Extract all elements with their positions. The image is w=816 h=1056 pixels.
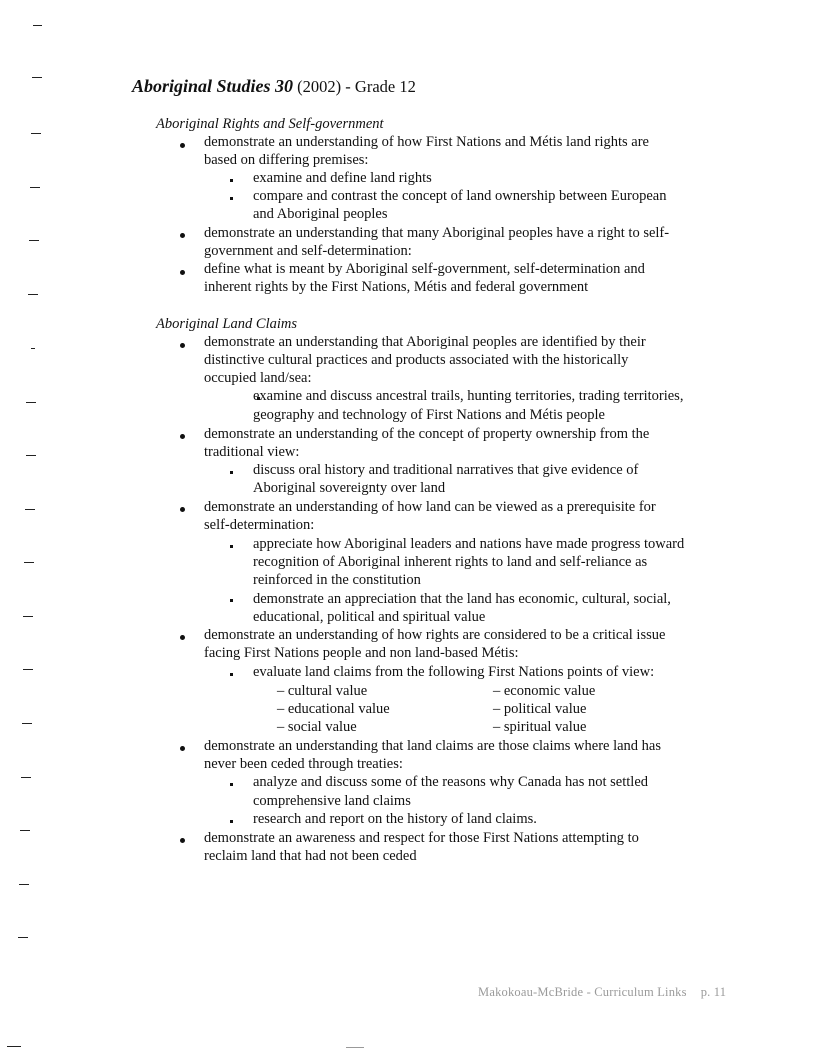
list-line: educational, political and spiritual value [253,609,486,625]
margin-mark [29,240,39,241]
margin-mark [7,1046,21,1047]
value-item: – educational value [277,701,390,717]
list-line: examine and discuss ancestral trails, hunting territories, trading territories, [253,388,684,404]
list-line: geography and technology of First Nations and Métis people [253,407,605,423]
list-line: appreciate how Aboriginal leaders and nations have made progress toward [253,536,685,552]
list-line: research and report on the history of land claims. [253,811,537,827]
margin-mark [26,402,36,403]
margin-mark [18,937,28,938]
list-line: demonstrate an understanding of how First Nations and Métis land rights are [204,134,649,150]
margin-mark [23,616,33,617]
list-line: government and self-determination: [204,243,412,259]
margin-mark [23,669,33,670]
course-meta: (2002) - Grade 12 [293,77,416,96]
list-line: reclaim land that had not been ceded [204,848,417,864]
bullet-square [230,471,233,474]
list-line: demonstrate an understanding of how rights are considered to be a critical issue [204,627,666,643]
list-line: distinctive cultural practices and products associated with the historically [204,352,629,368]
list-line: and Aboriginal peoples [253,206,388,222]
list-line: never been ceded through treaties: [204,756,403,772]
list-line: comprehensive land claims [253,793,411,809]
bullet-dot [180,343,185,348]
margin-mark [32,77,42,78]
list-line: evaluate land claims from the following First Nations points of view: [253,664,655,680]
section-heading-rights: Aboriginal Rights and Self-government [156,116,384,132]
footer-source: Makokoau-McBride - Curriculum Links [478,985,687,999]
value-item: – political value [493,701,587,717]
bullet-square [230,599,233,602]
list-line: demonstrate an awareness and respect for those First Nations attempting to [204,830,639,846]
margin-mark [31,348,35,349]
list-line: analyze and discuss some of the reasons why Canada has not settled [253,774,649,790]
margin-mark [20,830,30,831]
margin-mark [31,133,41,134]
list-line: define what is meant by Aboriginal self-government, self-determination and [204,261,645,277]
margin-mark [21,777,31,778]
list-line: demonstrate an understanding that many Aboriginal peoples have a right to self- [204,225,670,241]
value-item: – cultural value [277,683,368,699]
bullet-dot [180,838,185,843]
list-line: self-determination: [204,517,315,533]
margin-mark [22,723,32,724]
bullet-square [230,545,233,548]
margin-mark [28,294,38,295]
bullet-dot [180,270,185,275]
list-line: Aboriginal sovereignty over land [253,480,446,496]
list-line: reinforced in the constitution [253,572,421,588]
list-line: occupied land/sea: [204,370,312,386]
page-number: p. 11 [700,985,727,999]
bullet-dot [180,434,185,439]
list-line: facing First Nations people and non land-based Métis: [204,645,519,661]
bullet-dot [180,233,185,238]
course-title: Aboriginal Studies 30 [132,76,294,96]
bullet-dot [180,507,185,512]
list-line: traditional view: [204,444,300,460]
margin-mark [33,25,42,26]
list-line: inherent rights by the First Nations, Métis and federal government [204,279,589,295]
margin-mark [24,562,34,563]
list-line: examine and define land rights [253,170,432,186]
page-title [132,76,416,97]
list-line: recognition of Aboriginal inherent rights to land and self-reliance as [253,554,648,570]
list-line: demonstrate an understanding of how land can be viewed as a prerequisite for [204,499,656,515]
page-footer [478,985,726,1000]
list-line: compare and contrast the concept of land ownership between European [253,188,667,204]
value-item: – spiritual value [493,719,587,735]
margin-mark [25,509,35,510]
value-item: – economic value [493,683,596,699]
bullet-dot [180,635,185,640]
bullet-square [230,179,233,182]
bullet-square [230,783,233,786]
value-item: – social value [277,719,357,735]
section-heading-land-claims: Aboriginal Land Claims [156,316,297,332]
list-line: demonstrate an understanding that land claims are those claims where land has [204,738,662,754]
margin-mark [26,455,36,456]
bullet-dot [180,143,185,148]
margin-mark [19,884,29,885]
margin-mark [30,187,40,188]
list-line: demonstrate an understanding of the concept of property ownership from the [204,426,650,442]
list-line: based on differing premises: [204,152,369,168]
bullet-square [230,673,233,676]
bullet-square [230,820,233,823]
scan-artifact [346,1047,364,1048]
bullet-square [230,197,233,200]
list-line: demonstrate an appreciation that the land has economic, cultural, social, [253,591,671,607]
bullet-dot [180,746,185,751]
list-line: demonstrate an understanding that Aboriginal peoples are identified by their [204,334,646,350]
list-line: discuss oral history and traditional narratives that give evidence of [253,462,639,478]
